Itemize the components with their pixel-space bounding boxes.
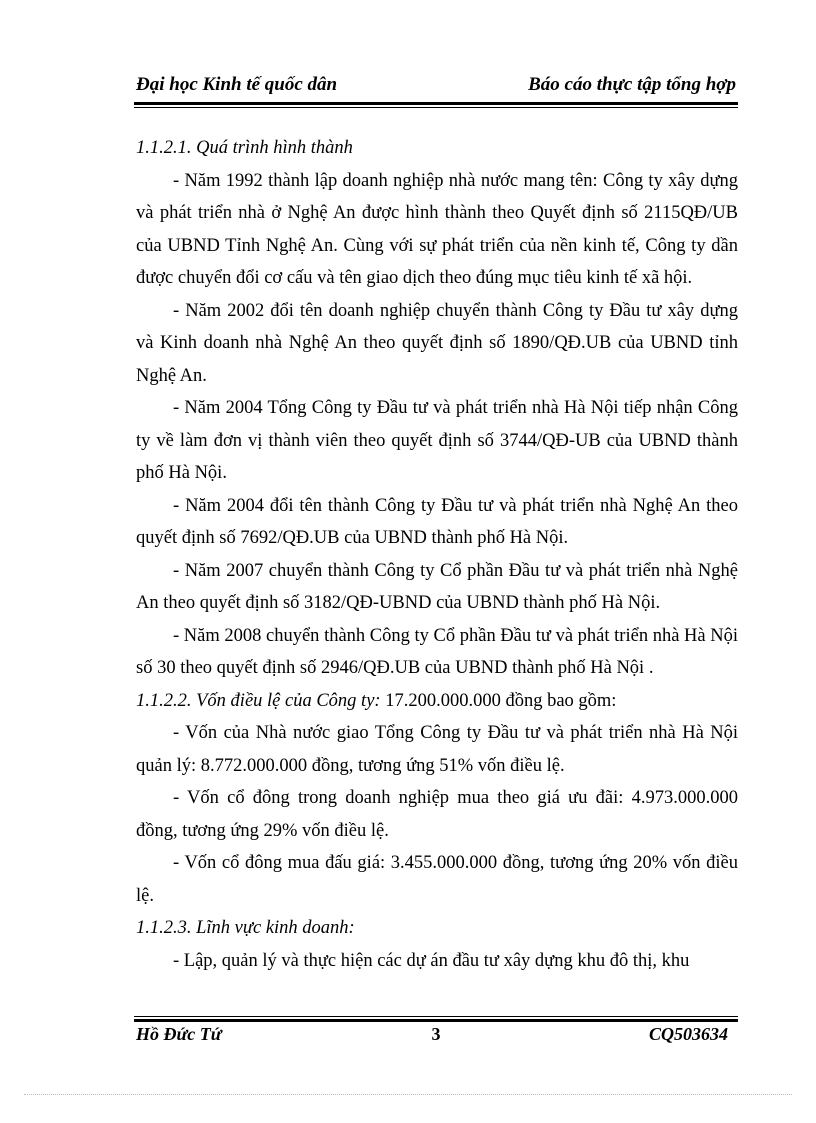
paragraph: - Năm 2004 đổi tên thành Công ty Đầu tư và phát triển nhà Nghệ An theo quyết định số 7692/QĐ.UB của UBND thành phố Hà Nội. [136, 495, 738, 548]
paragraph: - Năm 2007 chuyển thành Công ty Cổ phần Đầu tư và phát triển nhà Nghệ An theo quyết định số 3182/QĐ-UBND của UBND thành phố Hà Nội. [136, 560, 738, 613]
section-heading-business: 1.1.2.3. Lĩnh vực kinh doanh: [136, 918, 355, 938]
page-footer [134, 1024, 738, 1048]
capital-heading-label: 1.1.2.2. Vốn điều lệ của Công ty: [136, 690, 381, 711]
header-university: Đại học Kinh tế quốc dân [136, 74, 338, 95]
footer-rule-thick [134, 1019, 738, 1022]
capital-heading-amount: 17.200.000.000 đồng bao gồm: [380, 690, 617, 711]
header-report-title: Báo cáo thực tập tổng hợp [528, 74, 736, 95]
header-rule-thin [134, 107, 738, 108]
document-body [136, 132, 738, 977]
paragraph: - Vốn cổ đông trong doanh nghiệp mua theo giá ưu đãi: 4.973.000.000 đồng, tương ứng 29% vốn điều lệ. [136, 788, 738, 841]
paragraph: - Năm 1992 thành lập doanh nghiệp nhà nước mang tên: Công ty xây dựng và phát triển nhà ở Nghệ An được hình thành theo Quyết định số 2115QĐ/UB của UBND Tỉnh Nghệ An. Cùng với sự phát triển của nền kinh tế, Công ty dần được chuyển đổi cơ cấu và tên giao dịch theo đúng mục tiêu kinh tế xã hội. [136, 170, 738, 288]
header-rule-thick [134, 102, 738, 105]
section-heading-capital [136, 685, 738, 718]
page-edge [24, 1094, 792, 1095]
page-header [134, 74, 738, 104]
paragraph: - Năm 2004 Tổng Công ty Đầu tư và phát triển nhà Hà Nội tiếp nhận Công ty về làm đơn vị thành viên theo quyết định số 3744/QĐ-UB của UBND thành phố Hà Nội. [136, 398, 738, 483]
footer-author: Hồ Đức Tứ [136, 1024, 222, 1044]
paragraph: - Vốn cổ đông mua đấu giá: 3.455.000.000 đồng, tương ứng 20% vốn điều lệ. [136, 853, 738, 906]
footer-student-id: CQ503634 [648, 1024, 728, 1044]
paragraph: - Năm 2008 chuyển thành Công ty Cổ phần Đầu tư và phát triển nhà Hà Nội số 30 theo quyết định số 2946/QĐ.UB của UBND thành phố Hà Nội . [136, 625, 738, 678]
paragraph: - Năm 2002 đổi tên doanh nghiệp chuyển thành Công ty Đầu tư xây dựng và Kinh doanh nhà Nghệ An theo quyết định số 1890/QĐ.UB của UBND tỉnh Nghệ An. [136, 300, 738, 386]
page-number: 3 [431, 1024, 441, 1044]
footer-rule-thin [134, 1016, 738, 1017]
paragraph: - Vốn của Nhà nước giao Tổng Công ty Đầu tư và phát triển nhà Hà Nội quản lý: 8.772.000.000 đồng, tương ứng 51% vốn điều lệ. [136, 723, 738, 776]
paragraph: - Lập, quản lý và thực hiện các dự án đầu tư xây dựng khu đô thị, khu [173, 950, 690, 971]
section-heading-formation: 1.1.2.1. Quá trình hình thành [136, 138, 353, 158]
